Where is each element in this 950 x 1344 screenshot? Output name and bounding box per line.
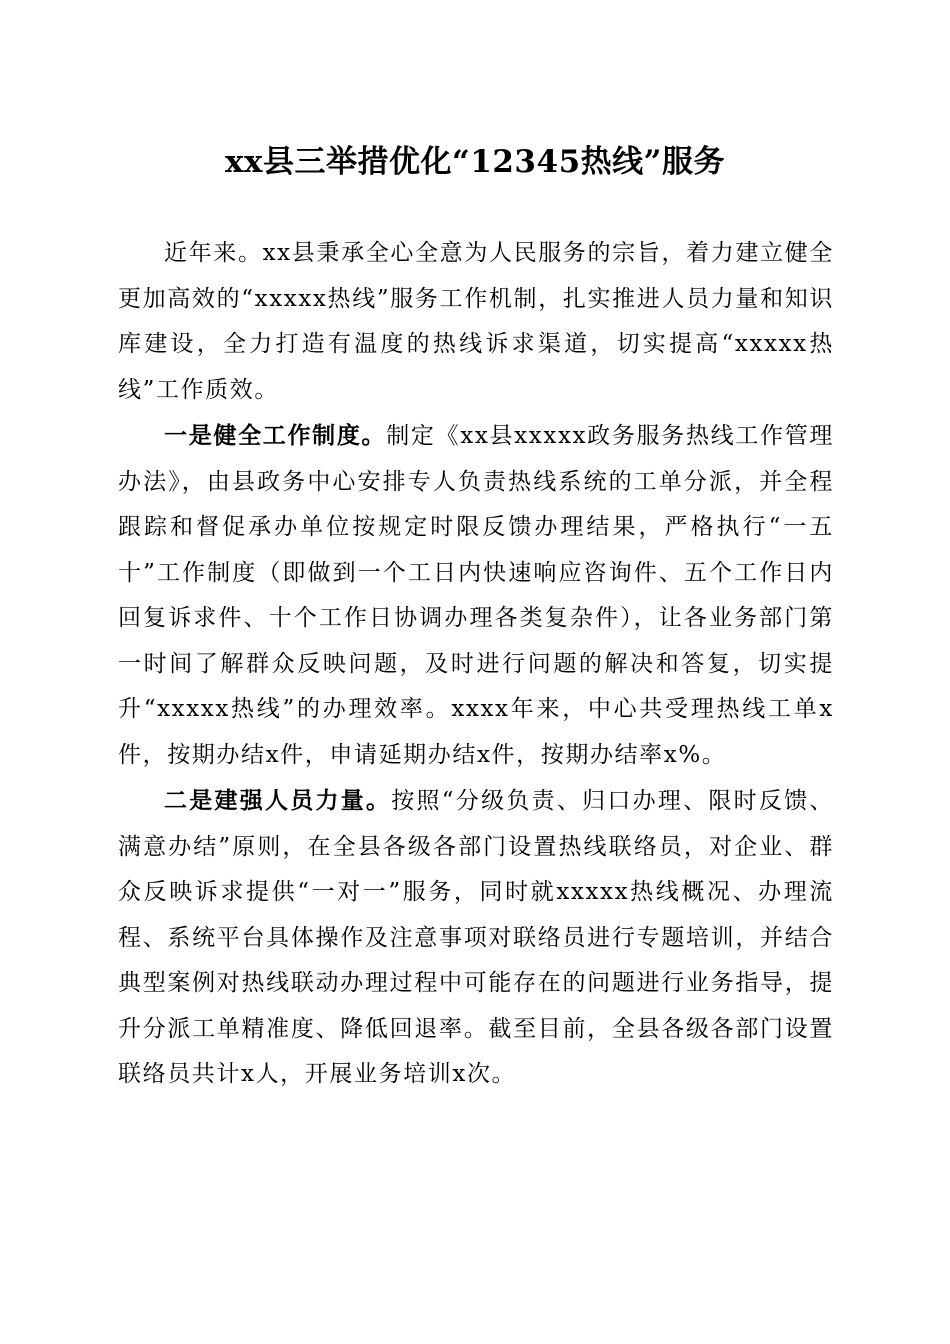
paragraph-lead: 二是建强人员力量。 bbox=[164, 787, 392, 814]
paragraph-text: 制定《xx县xxxxx政务服务热线工作管理办法》，由县政务中心安排专人负责热线系统的工单分派，并全程跟踪和督促承办单位按规定时限反馈办理结果，严格执行“一五十”工作制度（即做到一个工日内快速响应咨询件、五个工作日内回复诉求件、十个工作日协调办理各类复杂件），让各业务部门第一时间了解群众反映问题，及时进行问题的解决和答复，切实提升“xxxxx热线”的办理效率。xxxx年来，中心共受理热线工单x件，按期办结x件，申请延期办结x件，按期办结率x%。 bbox=[118, 423, 834, 768]
document-title: xx县三举措优化“12345热线”服务 bbox=[225, 144, 725, 180]
paragraph-intro bbox=[118, 230, 834, 413]
paragraph-work-system bbox=[118, 413, 834, 778]
paragraph-staffing bbox=[118, 778, 834, 1098]
paragraph-text: 按照“分级负责、归口办理、限时反馈、满意办结”原则，在全县各级各部门设置热线联络员，对企业、群众反映诉求提供“一对一”服务，同时就xxxxx热线概况、办理流程、系统平台具体操作及注意事项对联络员进行专题培训，并结合典型案例对热线联动办理过程中可能存在的问题进行业务指导，提升分派工单精准度、降低回退率。截至目前，全县各级各部门设置联络员共计x人，开展业务培训x次。 bbox=[118, 788, 834, 1087]
document-body bbox=[118, 230, 834, 1098]
paragraph-text: 近年来。xx县秉承全心全意为人民服务的宗旨，着力建立健全更加高效的“xxxxx热线”服务工作机制，扎实推进人员力量和知识库建设，全力打造有温度的热线诉求渠道，切实提高“xxxxx热线”工作质效。 bbox=[118, 240, 834, 403]
paragraph-lead: 一是健全工作制度。 bbox=[164, 422, 387, 449]
